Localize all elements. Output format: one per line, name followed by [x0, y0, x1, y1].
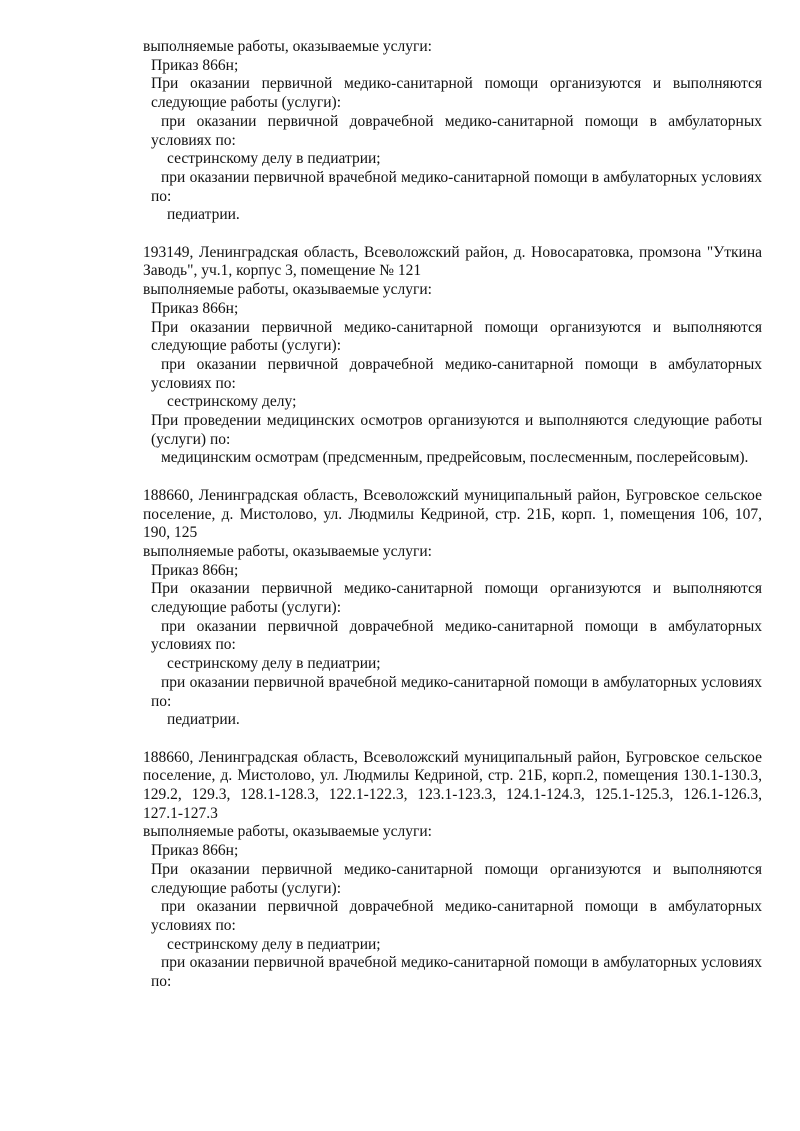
order-reference: Приказ 866н; — [151, 561, 239, 579]
address: 188660, Ленинградская область, Всеволожский муниципальный район, Бугровское сельское поселение, д. Мистолово, ул. Людмилы Кедриной, стр. 21Б, корп. 1, помещения 106, 107, 190, 125 — [143, 486, 762, 542]
services-intro: При оказании первичной медико-санитарной помощи организуются и выполняются следующие работы (услуги): — [151, 75, 762, 112]
services-intro: При проведении медицинских осмотров организуются и выполняются следующие работы (услуги) по: — [151, 412, 762, 448]
services-intro: При оказании первичной медико-санитарной помощи организуются и выполняются следующие работы (услуги): — [151, 318, 762, 355]
service-heading: при оказании первичной доврачебной медико-санитарной помощи в амбулаторных условиях по: — [151, 355, 762, 392]
address: 188660, Ленинградская область, Всеволожский муниципальный район, Бугровское сельское поселение, д. Мистолово, ул. Людмилы Кедриной, стр. 21Б, корп.2, помещения 130.1-130.3, 129.2, 129.3, 128.1-128.3, 122.1-122.3, 123.1-123.3, 124.1-124.3, 125.1-125.3, 126.1-126.3, 127.1-127.3 — [143, 748, 762, 822]
service-item: сестринскому делу в педиатрии; — [167, 935, 381, 953]
top-block — [143, 38, 762, 225]
works-header: выполняемые работы, оказываемые услуги: — [143, 542, 432, 560]
service-heading: медицинским осмотрам (предсменным, предрейсовым, послесменным, послерейсовым). — [161, 449, 749, 467]
works-header: выполняемые работы, оказываемые услуги: — [143, 281, 432, 299]
service-item: сестринскому делу в педиатрии; — [167, 150, 381, 168]
services-intro: При оказании первичной медико-санитарной помощи организуются и выполняются следующие работы (услуги): — [151, 860, 762, 897]
service-item: сестринскому делу в педиатрии; — [167, 655, 381, 673]
service-item: сестринскому делу; — [167, 393, 297, 411]
service-heading: при оказании первичной врачебной медико-санитарной помощи в амбулаторных условиях по: — [151, 673, 762, 710]
address-block — [143, 244, 762, 468]
service-heading: при оказании первичной врачебной медико-санитарной помощи в амбулаторных условиях по: — [151, 168, 762, 205]
order-reference: Приказ 866н; — [151, 56, 239, 74]
works-header: выполняемые работы, оказываемые услуги: — [143, 38, 432, 55]
order-reference: Приказ 866н; — [151, 299, 239, 317]
service-heading: при оказании первичной врачебной медико-санитарной помощи в амбулаторных условиях по: — [151, 954, 762, 991]
service-heading: при оказании первичной доврачебной медико-санитарной помощи в амбулаторных условиях по: — [151, 898, 762, 934]
address-block — [143, 749, 762, 992]
service-item: педиатрии. — [167, 206, 240, 224]
services-intro: При оказании первичной медико-санитарной помощи организуются и выполняются следующие работы (услуги): — [151, 580, 762, 617]
service-heading: при оказании первичной доврачебной медико-санитарной помощи в амбулаторных условиях по: — [151, 112, 762, 149]
address-block — [143, 487, 762, 730]
order-reference: Приказ 866н; — [151, 842, 239, 860]
document-page — [143, 38, 762, 1011]
works-header: выполняемые работы, оказываемые услуги: — [143, 823, 432, 841]
service-heading: при оказании первичной доврачебной медико-санитарной помощи в амбулаторных условиях по: — [151, 617, 762, 654]
service-item: педиатрии. — [167, 711, 240, 729]
address: 193149, Ленинградская область, Всеволожский район, д. Новосаратовка, промзона "Уткина Заводь", уч.1, корпус 3, помещение № 121 — [143, 243, 762, 280]
